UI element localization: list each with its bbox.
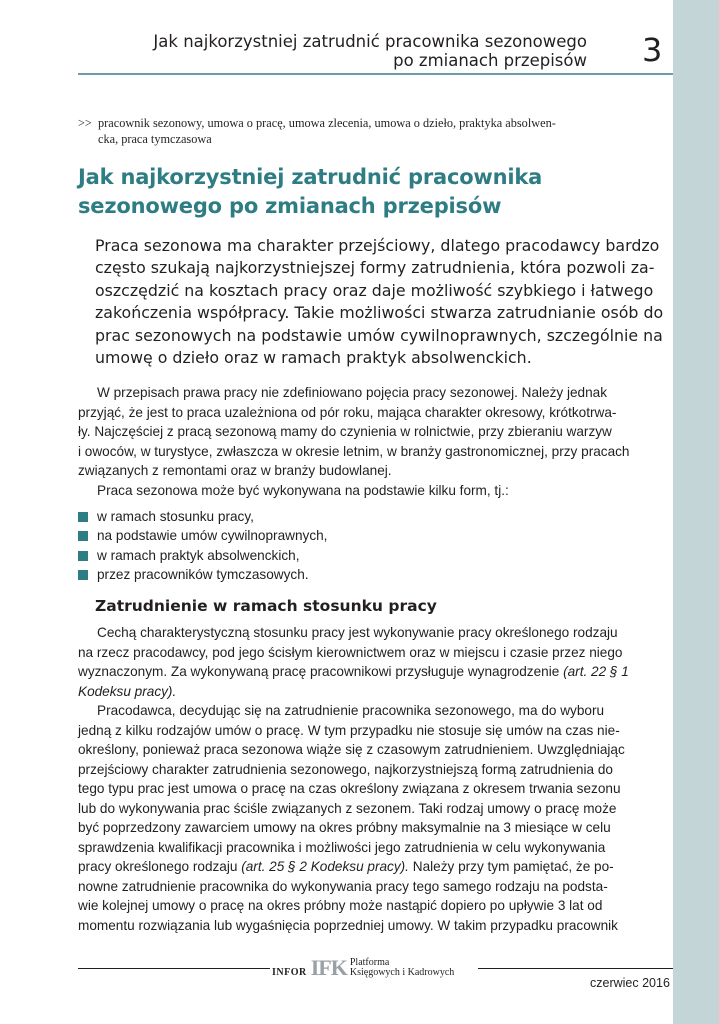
body-text: pracy określonego rodzaju xyxy=(78,859,242,874)
intro-line: przyjąć, że jest to praca uzależniona od pór roku, mająca charakter okresowy, krótkotrwa- xyxy=(78,404,617,420)
publisher-logo xyxy=(272,955,455,980)
body-line: przejściowy charakter zatrudnienia sezonowego, najkorzystniejszą formą zatrudnienia do xyxy=(78,761,613,777)
article-title-line2: sezonowego po zmianach przepisów xyxy=(78,194,502,218)
body-line: jedną z kilku rodzajów umów o pracę. W tym przypadku nie stosuje się umów na czas nie- xyxy=(78,722,620,738)
list-item xyxy=(78,507,327,526)
employment-forms-list xyxy=(78,507,327,585)
lead-paragraph xyxy=(95,235,677,369)
body-line: momentu rozwiązania lub wygaśnięcia poprzedniej umowy. W takim przypadku pracownik xyxy=(78,917,618,933)
list-item-text: w ramach stosunku pracy, xyxy=(97,509,254,524)
list-item-text: w ramach praktyk absolwenckich, xyxy=(97,547,300,563)
platform-name-line2: Księgowych i Kadrowych xyxy=(349,967,455,978)
square-bullet-icon xyxy=(78,512,88,522)
footer-rule-left xyxy=(78,968,270,969)
body-line: określony, ponieważ praca sezonowa wiąże się z czasowym zatrudnieniem. Uwzględniając xyxy=(78,742,625,757)
intro-paragraph xyxy=(78,383,668,500)
square-bullet-icon xyxy=(78,531,88,541)
body-line: nowne zatrudnienie pracownika do wykonywania pracy tego samego rodzaju na podsta- xyxy=(78,878,608,894)
article-title-line1: Jak najkorzystniej zatrudnić pracownika xyxy=(78,165,543,189)
legal-citation: (art. 25 § 2 Kodeksu pracy). xyxy=(241,859,409,874)
lead-line: oszczędzić na kosztach pracy oraz daje możliwość szybkiego i łatwego xyxy=(95,280,654,300)
body-line: Cechą charakterystyczną stosunku pracy jest wykonywanie pracy określonego rodzaju xyxy=(97,625,618,640)
body-line: wie kolejnej umowy o pracę na okres próbny może nastąpić dopiero po upływie 3 lat od xyxy=(78,898,603,913)
section-paragraph-1 xyxy=(78,623,668,701)
square-bullet-icon xyxy=(78,551,88,561)
running-header-line1: Jak najkorzystniej zatrudnić pracownika sezonowego xyxy=(153,32,587,51)
body-line xyxy=(78,662,668,682)
keywords-marker: >> xyxy=(78,116,92,130)
running-header-line2: po zmianach przepisów xyxy=(393,51,587,70)
section-paragraph-2 xyxy=(78,701,668,935)
intro-line: i owoców, w turystyce, zwłaszcza w okresie letnim, w branży gastronomicznej, przy pracach xyxy=(78,443,630,459)
list-item-text: na podstawie umów cywilnoprawnych, xyxy=(97,528,328,544)
issue-date: czerwiec 2016 xyxy=(590,976,670,990)
legal-citation: Kodeksu pracy). xyxy=(78,683,177,699)
side-color-strip xyxy=(673,0,719,1024)
square-bullet-icon xyxy=(78,570,88,580)
lead-line: często szukają najkorzystniejszej formy zatrudnienia, która pozwoli za- xyxy=(95,258,655,278)
keywords-line2: cka, praca tymczasowa xyxy=(98,132,212,146)
body-line xyxy=(78,857,668,877)
intro-line: W przepisach prawa pracy nie zdefiniowano pojęcia pracy sezonowej. Należy jednak xyxy=(97,385,608,400)
list-item xyxy=(78,546,327,565)
running-header xyxy=(153,32,587,70)
legal-citation: (art. 22 § 1 xyxy=(563,664,629,679)
ifk-logo-text: IFK xyxy=(310,955,347,980)
footer-rule-right xyxy=(478,968,673,969)
platform-name-line1: Platforma xyxy=(349,957,390,968)
list-item xyxy=(78,565,327,584)
intro-line: Praca sezonowa może być wykonywana na podstawie kilku form, tj.: xyxy=(97,482,509,498)
page-number: 3 xyxy=(642,31,663,69)
lead-line: Praca sezonowa ma charakter przejściowy, dlatego pracodawcy bardzo xyxy=(95,236,660,255)
body-line: lub do wykonywania prac ściśle związanych z sezonem. Taki rodzaj umowy o pracę może xyxy=(78,800,617,816)
section-heading: Zatrudnienie w ramach stosunku pracy xyxy=(95,597,437,615)
infor-logo-text: INFOR xyxy=(272,967,307,978)
keywords-block xyxy=(78,115,653,147)
lead-line: zakończenia współpracy. Takie możliwości stwarza zatrudnianie osób do xyxy=(95,303,664,323)
header-divider xyxy=(78,73,673,75)
keywords-line1: pracownik sezonowy, umowa o pracę, umowa zlecenia, umowa o dzieło, praktyka absolwen- xyxy=(98,116,556,130)
body-text: Należy przy tym pamiętać, że po- xyxy=(408,859,614,874)
intro-line: związanych z remontami oraz w branży budowlanej. xyxy=(78,463,392,478)
lead-line: prac sezonowych na podstawie umów cywilnoprawnych, szczególnie na xyxy=(95,325,663,345)
platform-name xyxy=(350,958,454,978)
body-text: wyznaczonym. Za wykonywaną pracę pracownikowi przysługuje wynagrodzenie xyxy=(78,664,564,679)
body-line: Pracodawca, decydując się na zatrudnienie pracownika sezonowego, ma do wyboru xyxy=(97,703,605,718)
body-line: sprawdzenia kwalifikacji pracownika i możliwości jego zatrudnienia w celu wykonywania xyxy=(78,839,606,855)
lead-line: umowę o dzieło oraz w ramach praktyk absolwenckich. xyxy=(95,348,532,368)
list-item xyxy=(78,526,327,545)
article-title xyxy=(78,163,638,221)
body-line: na rzecz pracodawcy, pod jego ścisłym kierownictwem oraz w miejscu i czasie przez niego xyxy=(78,644,623,660)
intro-line: ły. Najczęściej z pracą sezonową mamy do czynienia w rolnictwie, przy zbieraniu warzyw xyxy=(78,424,612,439)
body-line: tego typu prac jest umowa o pracę na czas określony związana z okresem trwania sezonu xyxy=(78,781,621,796)
list-item-text: przez pracowników tymczasowych. xyxy=(97,567,309,583)
body-line: być poprzedzony zawarciem umowy na okres próbny maksymalnie na 3 miesiące w celu xyxy=(78,820,611,835)
